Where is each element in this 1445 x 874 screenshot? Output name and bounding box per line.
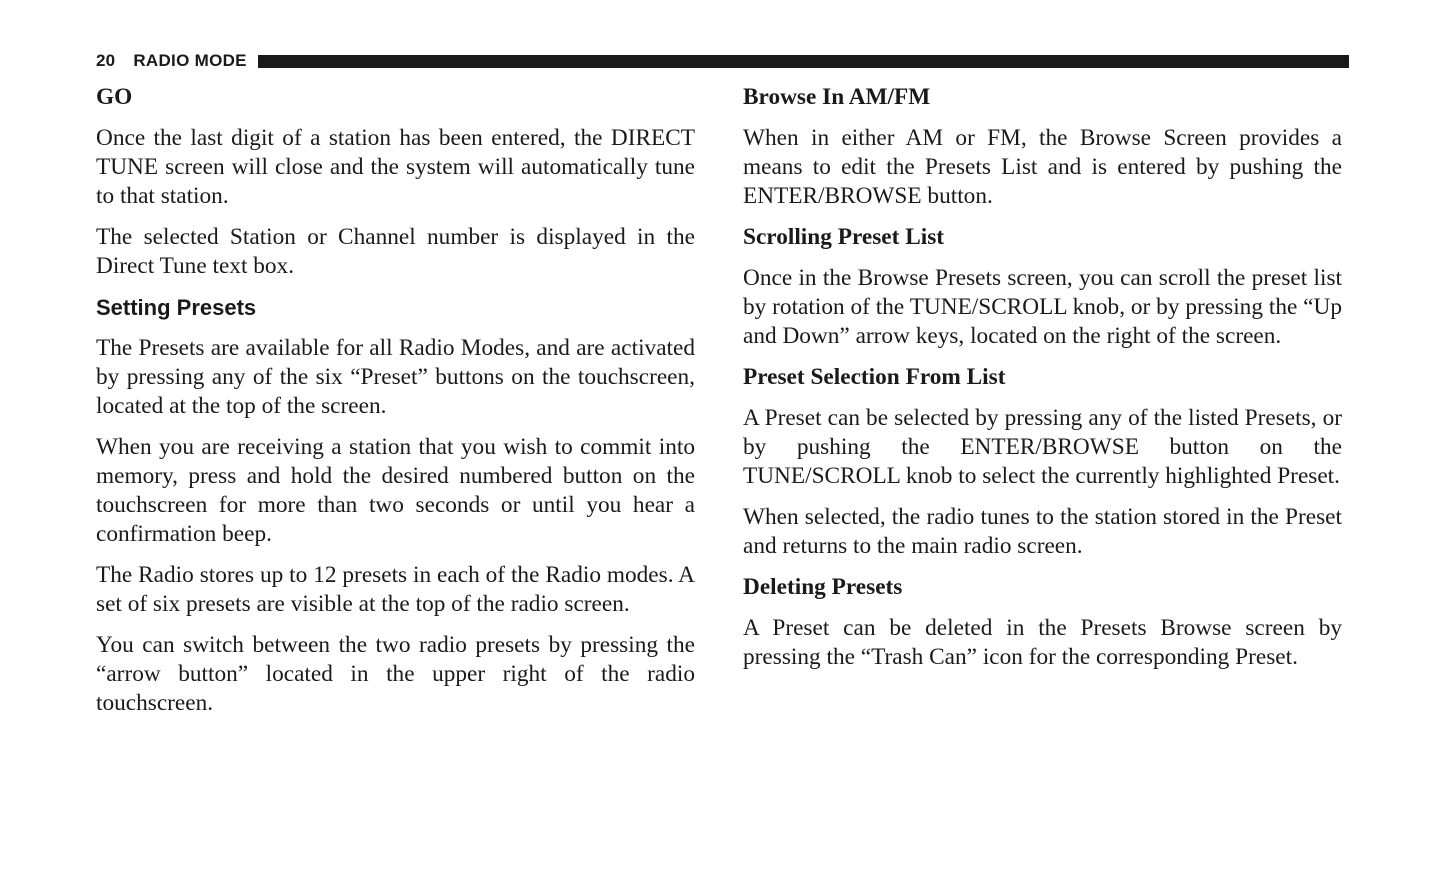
right-column [743, 83, 1342, 684]
selection-paragraph-1: A Preset can be selected by pressing any of the listed Presets, or by pushing the ENTER/BROWSE button on the TUNE/SCROLL knob to select the currently highlighted Preset. [743, 405, 1342, 489]
scrolling-heading: Scrolling Preset List [743, 224, 945, 250]
selection-heading: Preset Selection From List [743, 364, 1006, 390]
section-title: RADIO MODE [133, 51, 247, 70]
go-heading: GO [96, 84, 133, 110]
page-number: 20 [96, 51, 116, 70]
header-rule [258, 55, 1349, 68]
browse-paragraph: When in either AM or FM, the Browse Screen provides a means to edit the Presets List and is entered by pushing the ENTER/BROWSE button. [743, 125, 1342, 209]
presets-paragraph-1: The Presets are available for all Radio Modes, and are activated by pressing any of the six “Preset” buttons on the touchscreen, located at the top of the screen. [96, 335, 695, 419]
selection-paragraph-2: When selected, the radio tunes to the station stored in the Preset and returns to the main radio screen. [743, 504, 1342, 559]
presets-paragraph-2: When you are receiving a station that you wish to commit into memory, press and hold the desired numbered button on the touchscreen for more than two seconds or until you hear a confirmation beep. [96, 434, 695, 547]
page-header [96, 50, 1349, 72]
deleting-heading: Deleting Presets [743, 574, 903, 600]
presets-paragraph-3: The Radio stores up to 12 presets in each of the Radio modes. A set of six presets are visible at the top of the radio screen. [96, 562, 695, 617]
scrolling-paragraph: Once in the Browse Presets screen, you can scroll the preset list by rotation of the TUNE/SCROLL knob, or by pressing the “Up and Down” arrow keys, located on the right of the screen. [743, 265, 1342, 349]
go-paragraph-1: Once the last digit of a station has been entered, the DIRECT TUNE screen will close and the system will automatically tune to that station. [96, 125, 695, 209]
go-paragraph-2: The selected Station or Channel number is displayed in the Direct Tune text box. [96, 224, 695, 279]
deleting-paragraph: A Preset can be deleted in the Presets Browse screen by pressing the “Trash Can” icon for the corresponding Preset. [743, 615, 1342, 670]
browse-heading: Browse In AM/FM [743, 84, 931, 110]
left-column [96, 83, 695, 730]
setting-presets-heading: Setting Presets [96, 295, 257, 320]
presets-paragraph-4: You can switch between the two radio presets by pressing the “arrow button” located in the upper right of the radio touchscreen. [96, 632, 695, 716]
